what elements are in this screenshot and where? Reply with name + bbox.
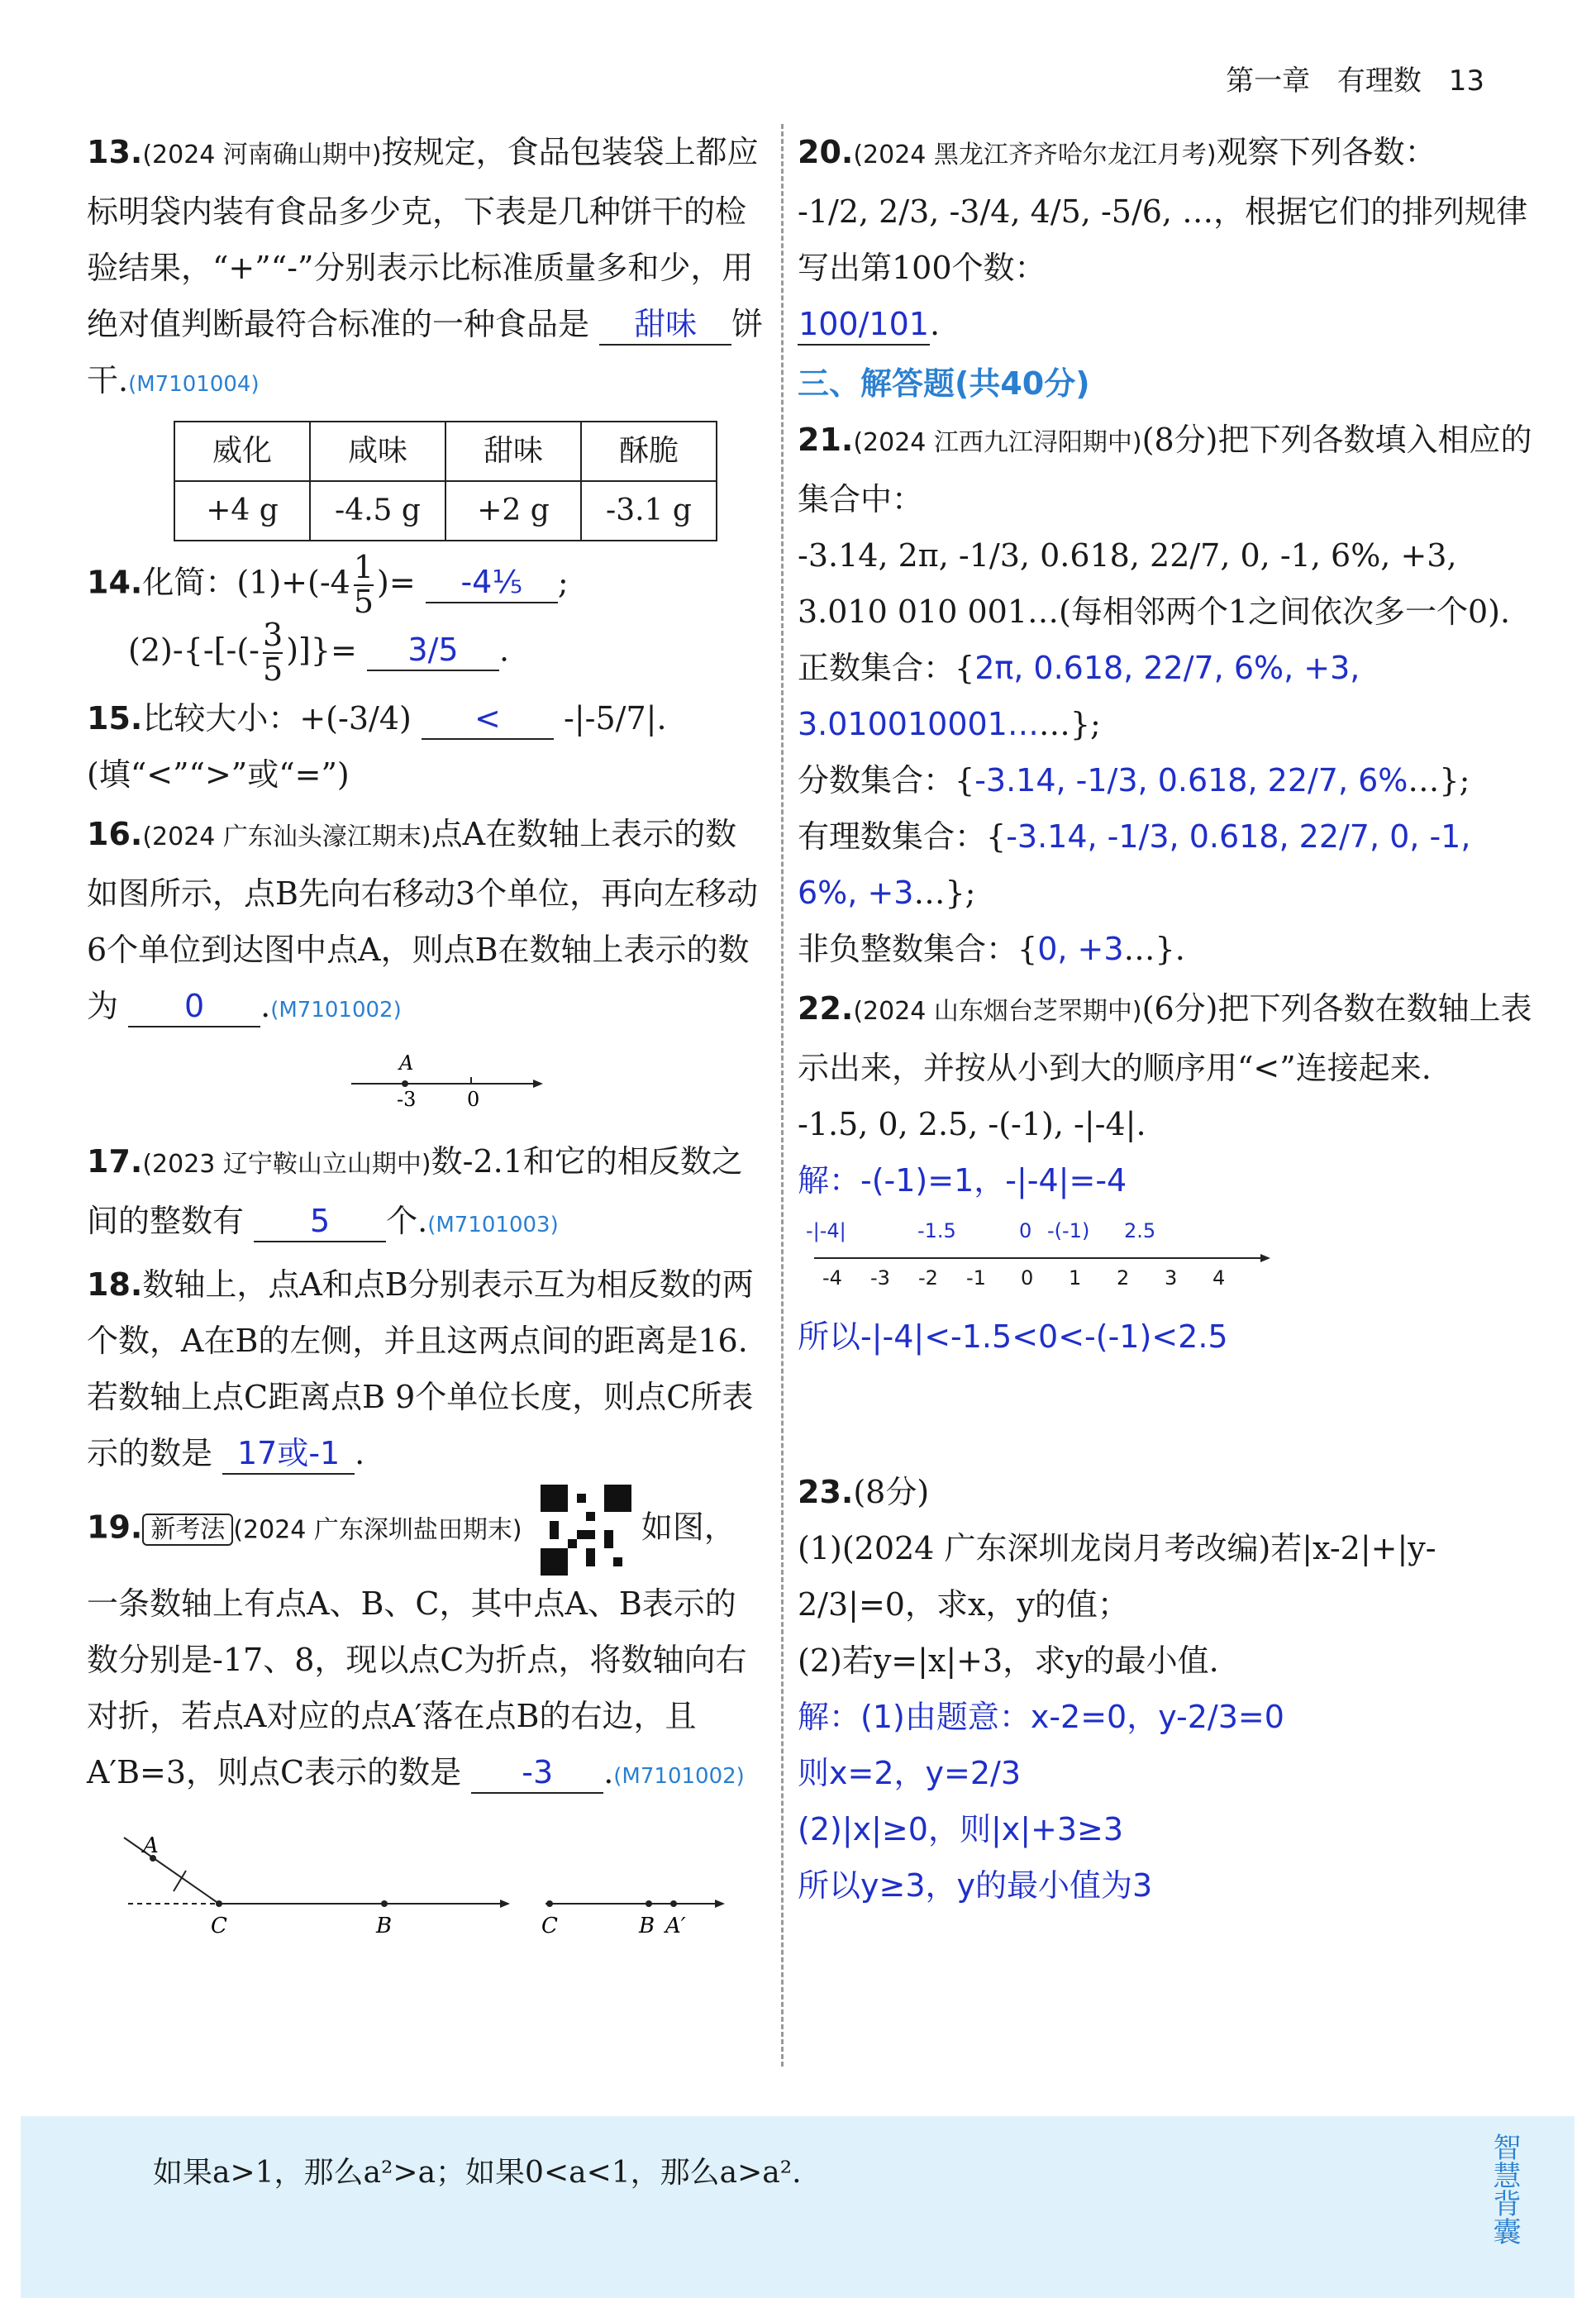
question-16: 16.(2024 广东汕头濠江期末)点A在数轴上表示的数如图所示，点B先向右移动3个单位，再向左移动6个单位到达图中点A，则点B在数轴上表示的数为 0 .(M7101002) A -3 0 bbox=[87, 806, 765, 1130]
svg-text:-3: -3 bbox=[870, 1266, 890, 1290]
question-18: 18.数轴上，点A和点B分别表示互为相反数的两个数，A在B的左侧，并且这两点间的距离是16.若数轴上点C距离点B 9个单位长度，则点C所表示的数是 17或-1 . bbox=[87, 1256, 765, 1481]
svg-text:C: C bbox=[541, 1913, 558, 1938]
q17-answer: 5 bbox=[254, 1201, 386, 1242]
left-column bbox=[87, 124, 765, 1966]
footer-tip-box bbox=[21, 2116, 1575, 2298]
q22-number-line bbox=[798, 1209, 1293, 1291]
question-20: 20.(2024 黑龙江齐齐哈尔龙江月考)观察下列各数： -1/2, 2/3, -3/4, 4/5, -5/6, …，根据它们的排列规律写出第100个数： 100/101. bbox=[798, 124, 1533, 352]
q19-answer: -3 bbox=[471, 1752, 603, 1794]
page-number: 13 bbox=[1448, 64, 1484, 98]
table-cell: 威化 bbox=[174, 422, 310, 481]
set-row: 分数集合：{-3.14, -1/3, 0.618, 22/7, 6%…}; bbox=[798, 762, 1470, 799]
section-heading: 三、解答题(共40分) bbox=[798, 365, 1090, 402]
svg-text:A: A bbox=[143, 1833, 159, 1858]
q13-answer: 甜味 bbox=[599, 304, 731, 346]
q15-answer: < bbox=[422, 698, 554, 740]
qr-code-icon[interactable] bbox=[541, 1485, 631, 1576]
q20-answer: 100/101 bbox=[798, 304, 930, 346]
new-type-tag: 新考法 bbox=[142, 1514, 233, 1546]
table-cell: +2 g bbox=[445, 481, 581, 541]
q16-label-a: A bbox=[399, 1051, 414, 1075]
set-row: 非负整数集合：{0, +3…}. bbox=[798, 931, 1185, 967]
table-cell: 甜味 bbox=[445, 422, 581, 481]
set-row: 有理数集合：{-3.14, -1/3, 0.618, 22/7, 0, -1, 6%, +3…}; bbox=[798, 818, 1471, 911]
q16-number-line bbox=[87, 1038, 765, 1113]
question-17: 17.(2023 辽宁鞍山立山期中)数-2.1和它的相反数之间的整数有 5 个.(M7101003) bbox=[87, 1133, 765, 1253]
question-14: 14.化简：(1)+(-4 $\frac{1}{5}$ )= -4⅕ ; (2)-{-[-(- $\frac{3}{5}$ )]}= 3/5 . bbox=[87, 549, 569, 688]
svg-text:-(-1): -(-1) bbox=[1047, 1219, 1090, 1242]
right-column bbox=[798, 124, 1533, 1917]
svg-text:0: 0 bbox=[1021, 1266, 1034, 1290]
svg-text:2.5: 2.5 bbox=[1124, 1219, 1156, 1242]
q14-answer-1: -4⅕ bbox=[426, 562, 558, 603]
q13-table bbox=[174, 421, 717, 541]
svg-text:B: B bbox=[639, 1913, 655, 1938]
column-divider bbox=[781, 124, 784, 2067]
svg-text:3: 3 bbox=[1165, 1266, 1178, 1290]
svg-text:-4: -4 bbox=[822, 1266, 842, 1290]
question-19: 19. 新考法 (2024 广东深圳盐田期末) 如图，一条数轴上有点A、B、C，其中点A、B表示的数分别是-17、8，现以点C为折点，将数轴向右对折，若点A对应的点A′落在点B的右边，且A′B=3，则点C表示的数是 -3 .(M7101002) A C B C B A′ bbox=[87, 1485, 765, 1962]
svg-text:2: 2 bbox=[1117, 1266, 1130, 1290]
table-cell: +4 g bbox=[174, 481, 310, 541]
page-header bbox=[1208, 58, 1484, 98]
table-cell: -3.1 g bbox=[581, 481, 717, 541]
svg-text:A′: A′ bbox=[665, 1913, 686, 1938]
chapter-label: 第一章 bbox=[1226, 64, 1311, 98]
footer-side-label: 智慧背囊 bbox=[1488, 2133, 1521, 2245]
q14-answer-2: 3/5 bbox=[367, 630, 499, 671]
svg-text:1: 1 bbox=[1069, 1266, 1082, 1290]
table-cell: -4.5 g bbox=[310, 481, 445, 541]
set-row: 正数集合：{2π, 0.618, 22/7, 6%, +3, 3.010010001……}; bbox=[798, 650, 1360, 742]
question-23: 23.(8分) (1)(2024 广东深圳龙岗月考改编)若|x-2|+|y-2/3|=0，求x，y的值； (2)若y=|x|+3，求y的最小值. 解：(1)由题意：x-2=0，y-2/3=0 则x=2，y=2/3 (2)|x|≥0，则|x|+3≥3 所以y≥3，y的最小值为3 bbox=[798, 1474, 1436, 1904]
table-cell: 咸味 bbox=[310, 422, 445, 481]
svg-text:4: 4 bbox=[1212, 1266, 1226, 1290]
q19-fold-figure bbox=[87, 1804, 765, 1945]
chapter-title: 有理数 bbox=[1336, 64, 1422, 98]
table-cell: 酥脆 bbox=[581, 422, 717, 481]
svg-text:-1.5: -1.5 bbox=[917, 1219, 956, 1242]
svg-text:C: C bbox=[211, 1913, 227, 1938]
question-22: 22.(2024 山东烟台芝罘期中)(6分)把下列各数在数轴上表示出来，并按从小到大的顺序用“<”连接起来. -1.5, 0, 2.5, -(-1), -|-4|. 解：-(-1)=1，-|-4|=-4 -|-4| -1.5 0 -(-1) 2.5 -4 -3 -2 -1 0 1 2 3 4 所以-|-4|<-1.5<0<-(-1)<2.5 bbox=[798, 990, 1532, 1355]
footer-tip: 如果a>1，那么a²>a；如果0<a<1，那么a>a². bbox=[153, 2156, 802, 2190]
question-15: 15.比较大小：+(-3/4) < -|-5/7|.(填“<”“>”或“=”) bbox=[87, 699, 667, 793]
svg-text:B: B bbox=[376, 1913, 393, 1938]
q16-label-0: 0 bbox=[467, 1087, 480, 1111]
question-21: 21.(2024 江西九江浔阳期中)(8分)把下列各数填入相应的集合中： -3.14, 2π, -1/3, 0.618, 22/7, 0, -1, 6%, +3, 3.010 010 001…(每相邻两个1之间依次多一个0). 正数集合：{2π, 0.618, 22/7, 6%, +3, 3.010010001……}; 分数集合：{-3.14, -1/3, 0.618, 22/7, 6%…}; 有理数集合：{-3.14, -1/3, 0.618, 22/7, 0, -1, 6%, +3…}; 非负整数集合：{0, +3…}. bbox=[798, 412, 1533, 977]
q16-answer: 0 bbox=[128, 986, 260, 1027]
svg-text:-1: -1 bbox=[966, 1266, 986, 1290]
question-13: 13.(2024 河南确山期中)按规定，食品包装袋上都应标明袋内装有食品多少克，下表是几种饼干的检验结果，“+”“-”分别表示比标准质量多和少，用绝对值判断最符合标准的一种食品是 甜味 饼干.(M7101004) bbox=[87, 134, 764, 398]
q16-label-m3: -3 bbox=[397, 1087, 417, 1111]
svg-text:-2: -2 bbox=[918, 1266, 938, 1290]
svg-text:-|-4|: -|-4| bbox=[806, 1219, 846, 1242]
q18-answer: 17或-1 bbox=[222, 1433, 355, 1475]
svg-text:0: 0 bbox=[1019, 1219, 1032, 1242]
